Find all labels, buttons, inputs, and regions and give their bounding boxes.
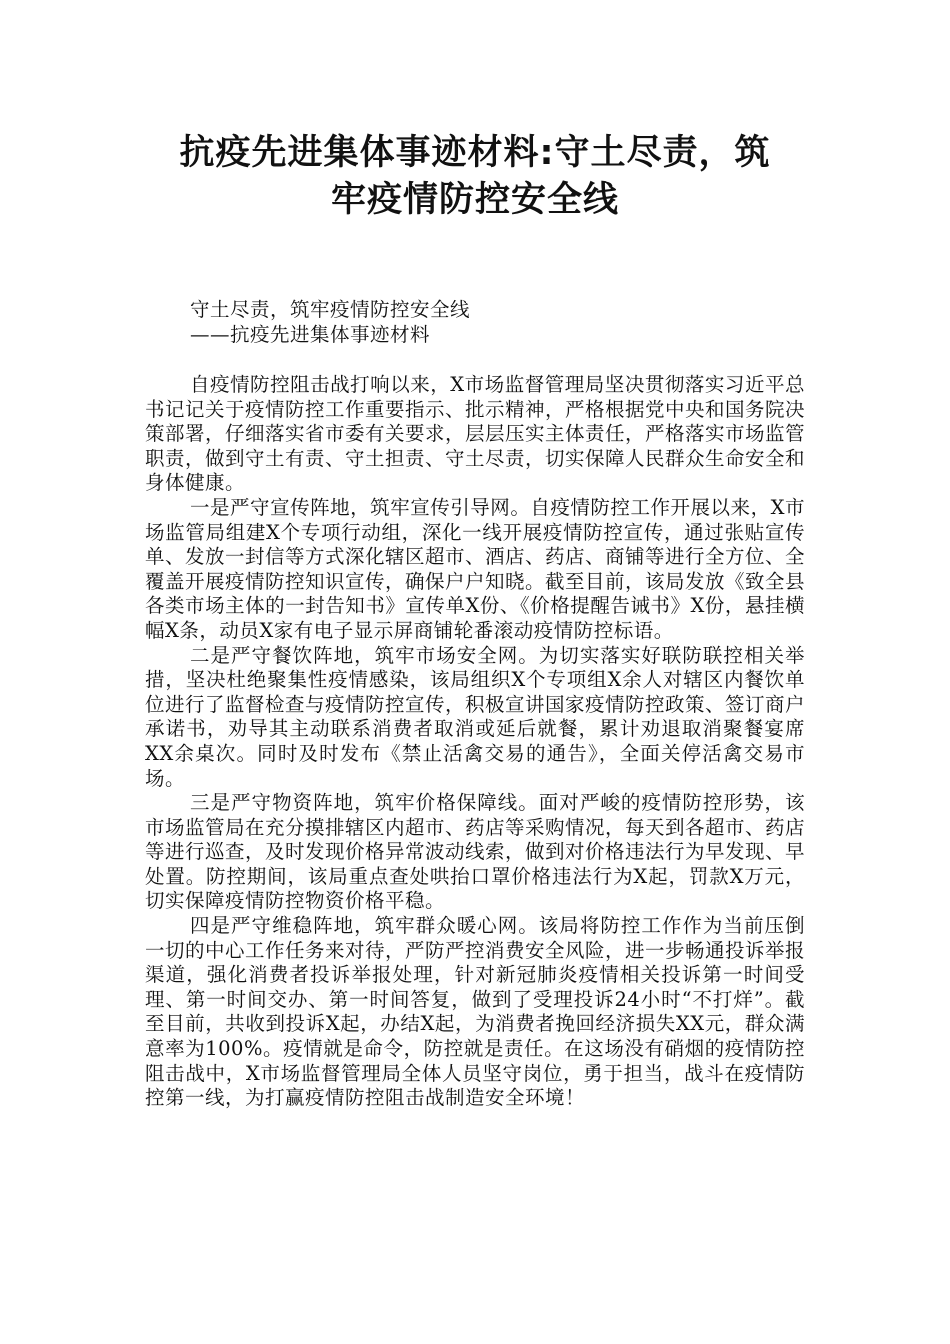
paragraph-stability: 四是严守维稳阵地，筑牢群众暖心网。该局将防控工作作为当前压倒一切的中心工作任务来对待，严防严控消费安全风险，进一步畅通投诉举报渠道，强化消费者投诉举报处理，针对新冠肺炎疫情相关投诉第一时间受理、第一时间交办、第一时间答复，做到了受理投诉24小时“不打烊”。截至目前，共收到投诉X起，办结X起，为消费者挽回经济损失XX元，群众满意率为100%。疫情就是命令，防控就是责任。在这场没有硝烟的疫情防控阻击战中，X市场监督管理局全体人员坚守岗位，勇于担当，战斗在疫情防控第一线，为打赢疫情防控阻击战制造安全环境！ xyxy=(145,914,806,1110)
subtitle-line-2: ——抗疫先进集体事迹材料 xyxy=(190,322,431,346)
subtitle-line-1: 守土尽责，筑牢疫情防控安全线 xyxy=(190,298,471,321)
paragraph-catering: 二是严守餐饮阵地，筑牢市场安全网。为切实落实好联防联控相关举措，坚决杜绝聚集性疫情感染，该局组织X个专项组X余人对辖区内餐饮单位进行了监督检查与疫情防控宣传，积极宣讲国家疫情防控政策、签订商户承诺书，劝导其主动联系消费者取消或延后就餐，累计劝退取消聚餐宴席XX余桌次。同时及时发布《禁止活禽交易的通告》，全面关停活禽交易市场。 xyxy=(145,643,806,790)
paragraph-supplies: 三是严守物资阵地，筑牢价格保障线。面对严峻的疫情防控形势，该市场监管局在充分摸排辖区内超市、药店等采购情况，每天到各超市、药店等进行巡查，及时发现价格异常波动线索，做到对价格违法行为早发现、早处置。防控期间，该局重点查处哄抬口罩价格违法行为X起，罚款X万元，切实保障疫情防控物资价格平稳。 xyxy=(145,791,806,913)
document-title-line-1: 抗疫先进集体事迹材料:守土尽责，筑 xyxy=(179,133,771,173)
paragraph-intro: 自疫情防控阻击战打响以来，X市场监督管理局坚决贯彻落实习近平总书记记关于疫情防控工作重要指示、批示精神，严格根据党中央和国务院决策部署，仔细落实省市委有关要求，层层压实主体责任，严格落实市场监管职责，做到守土有责、守土担责、守土尽责，切实保障人民群众生命安全和身体健康。 xyxy=(145,373,806,495)
document-body xyxy=(145,373,805,1111)
document-title-line-2: 牢疫情防控安全线 xyxy=(330,180,619,220)
document-subtitle xyxy=(145,298,805,347)
paragraph-publicity: 一是严守宣传阵地，筑牢宣传引导网。自疫情防控工作开展以来，X市场监管局组建X个专项行动组，深化一线开展疫情防控宣传，通过张贴宣传单、发放一封信等方式深化辖区超市、酒店、药店、商铺等进行全方位、全覆盖开展疫情防控知识宣传，确保户户知晓。截至目前，该局发放《致全县各类市场主体的一封告知书》宣传单X份、《价格提醒告诫书》X份，悬挂横幅X条，动员X家有电子显示屏商铺轮番滚动疫情防控标语。 xyxy=(145,495,806,642)
